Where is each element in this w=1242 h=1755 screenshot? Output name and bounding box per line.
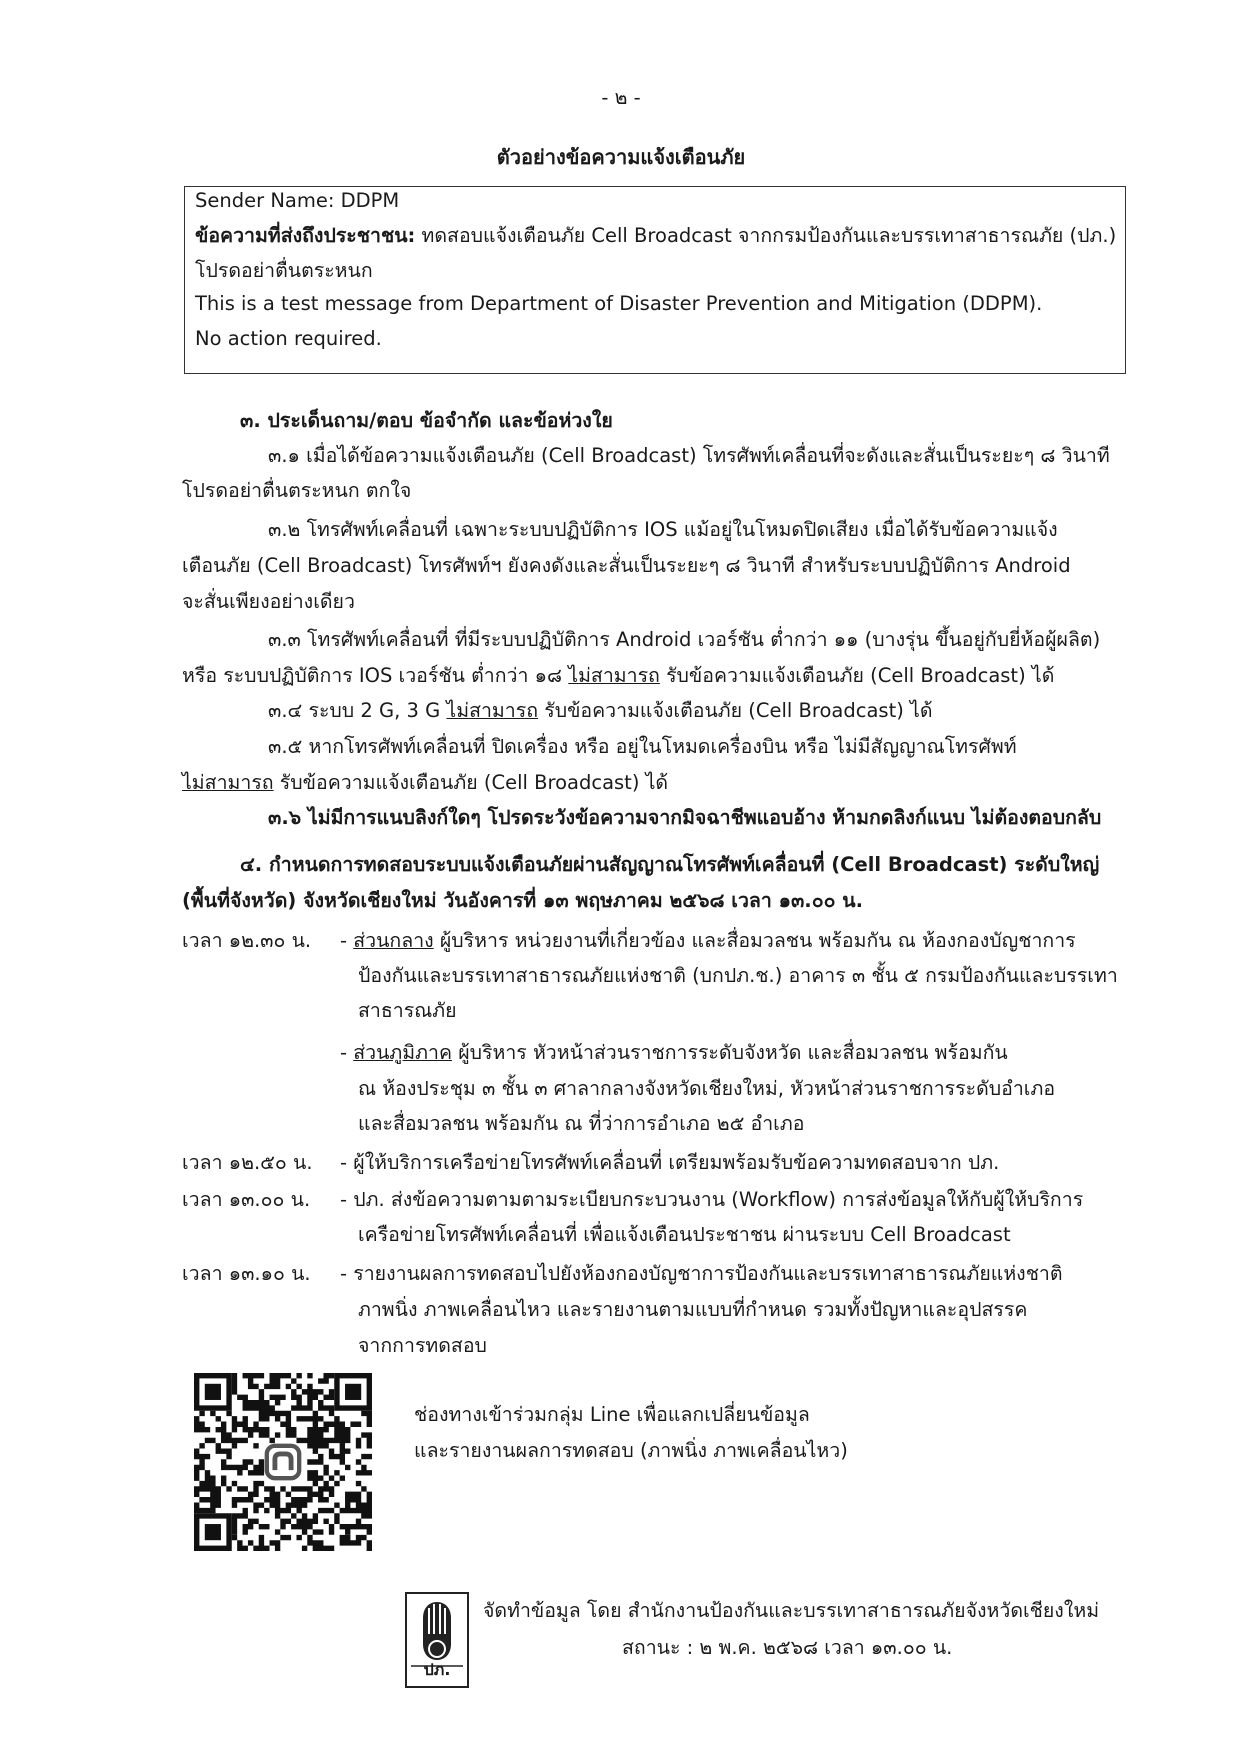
prepared-by: จัดทำข้อมูล โดย สำนักงานป้องกันและบรรเทาสาธารณภัยจังหวัดเชียงใหม่	[483, 1599, 1100, 1622]
t1-regional-line-1	[340, 1035, 1008, 1070]
time-1230: เวลา ๑๒.๓๐ น.	[182, 929, 312, 952]
status-line: สถานะ : ๒ พ.ค. ๒๕๖๘ เวลา ๑๓.๐๐ น.	[622, 1636, 953, 1659]
item-3-2-line-3: จะสั่นเพียงอย่างเดียว	[182, 590, 355, 613]
time-1300: เวลา ๑๓.๐๐ น.	[182, 1188, 311, 1211]
item-3-5-line-1: ๓.๕ หากโทรศัพท์เคลื่อนที่ ปิดเครื่อง หรือ อยู่ในโหมดเครื่องบิน หรือ ไม่มีสัญญาณโทรศัพท์	[268, 735, 1017, 758]
t1-central-text: ผู้บริหาร หน่วยงานที่เกี่ยวข้อง และสื่อมวลชน พร้อมกัน ณ ห้องกองบัญชาการ	[433, 929, 1076, 952]
t1-regional-text: ผู้บริหาร หัวหน้าส่วนราชการระดับจังหวัด และสื่อมวลชน พร้อมกัน	[452, 1041, 1008, 1064]
time-1250: เวลา ๑๒.๕๐ น.	[182, 1151, 313, 1174]
item-3-1-line-2: โปรดอย่าตื่นตระหนก ตกใจ	[182, 479, 412, 502]
item-3-5-text-b: รับข้อความแจ้งเตือนภัย (Cell Broadcast) ได้	[273, 771, 669, 794]
section4-heading-line-1: ๔. กำหนดการทดสอบระบบแจ้งเตือนภัยผ่านสัญญาณโทรศัพท์เคลื่อนที่ (Cell Broadcast) ระดับใหญ่	[240, 853, 1100, 876]
bullet-dash: -	[340, 1041, 354, 1064]
item-3-2-line-2: เตือนภัย (Cell Broadcast) โทรศัพท์ฯ ยังคงดังและสั่นเป็นระยะๆ ๘ วินาที สำหรับระบบปฏิบัติการ Android	[182, 554, 1071, 577]
item-3-3-text-a: หรือ ระบบปฏิบัติการ IOS เวอร์ชัน ต่ำกว่า ๑๘	[182, 664, 569, 687]
message-th-1: ทดสอบแจ้งเตือนภัย Cell Broadcast จากกรมป้องกันและบรรเทาสาธารณภัย (ปภ.)	[421, 224, 1117, 247]
message-line-1	[195, 218, 1116, 253]
t1-central-line-1	[340, 923, 1076, 958]
item-3-6: ๓.๖ ไม่มีการแนบลิงก์ใดๆ โปรดระวังข้อความจากมิจฉาชีพแอบอ้าง ห้ามกดลิงก์แนบ ไม่ต้องตอบกลับ	[268, 806, 1102, 829]
sender-label: Sender Name:	[195, 189, 335, 212]
message-en-1: This is a test message from Department of Disaster Prevention and Mitigation (DDPM).	[195, 292, 1043, 315]
t1-central-line-3: สาธารณภัย	[358, 999, 457, 1022]
message-label: ข้อความที่ส่งถึงประชาชน:	[195, 224, 416, 247]
t2-line-1: - ผู้ให้บริการเครือข่ายโทรศัพท์เคลื่อนที่ เตรียมพร้อมรับข้อความทดสอบจาก ปภ.	[340, 1151, 1000, 1174]
item-3-3-line-1: ๓.๓ โทรศัพท์เคลื่อนที่ ที่มีระบบปฏิบัติการ Android เวอร์ชัน ต่ำกว่า ๑๑ (บางรุ่น ขึ้นอยู่กับยี่ห้อผู้ผลิต)	[268, 628, 1101, 651]
t4-line-2: ภาพนิ่ง ภาพเคลื่อนไหว และรายงานตามแบบที่กำหนด รวมทั้งปัญหาและอุปสรรค	[358, 1298, 1028, 1321]
logo-text: ปภ.	[423, 1660, 451, 1679]
item-3-4-text-a: ๓.๔ ระบบ 2 G, 3 G	[268, 699, 447, 722]
t1-central-line-2: ป้องกันและบรรเทาสาธารณภัยแห่งชาติ (บกปภ.ช.) อาคาร ๓ ชั้น ๕ กรมป้องกันและบรรเทา	[358, 964, 1118, 987]
qr-code-icon[interactable]	[194, 1373, 372, 1551]
page-number: - ๒ -	[601, 86, 641, 109]
sender-line	[195, 183, 399, 218]
sample-message-box	[184, 186, 1126, 374]
section4-heading-line-2: (พื้นที่จังหวัด) จังหวัดเชียงใหม่ วันอังคารที่ ๑๓ พฤษภาคม ๒๕๖๘ เวลา ๑๓.๐๐ น.	[182, 889, 864, 912]
item-3-4-underlined: ไม่สามารถ	[446, 699, 539, 722]
t1-regional-line-2: ณ ห้องประชุม ๓ ชั้น ๓ ศาลากลางจังหวัดเชียงใหม่, หัวหน้าส่วนราชการระดับอำเภอ	[358, 1077, 1056, 1100]
t3-line-2: เครือข่ายโทรศัพท์เคลื่อนที่ เพื่อแจ้งเตือนประชาชน ผ่านระบบ Cell Broadcast	[358, 1223, 1011, 1246]
t4-line-1: - รายงานผลการทดสอบไปยังห้องกองบัญชาการป้องกันและบรรเทาสาธารณภัยแห่งชาติ	[340, 1262, 1063, 1285]
message-th-2: โปรดอย่าตื่นตระหนก	[195, 259, 373, 282]
section3-heading: ๓. ประเด็นถาม/ตอบ ข้อจำกัด และข้อห่วงใย	[240, 409, 613, 432]
line-group-line-1: ช่องทางเข้าร่วมกลุ่ม Line เพื่อแลกเปลี่ยนข้อมูล	[414, 1403, 810, 1426]
bullet-dash: -	[340, 929, 354, 952]
t1-regional-line-3: และสื่อมวลชน พร้อมกัน ณ ที่ว่าการอำเภอ ๒๕ อำเภอ	[358, 1112, 805, 1135]
item-3-3-line-2	[182, 658, 1054, 693]
central-label: ส่วนกลาง	[353, 929, 434, 952]
item-3-3-underlined: ไม่สามารถ	[568, 664, 660, 687]
item-3-5-underlined: ไม่สามารถ	[182, 771, 274, 794]
line-group-line-2: และรายงานผลการทดสอบ (ภาพนิ่ง ภาพเคลื่อนไหว)	[414, 1439, 848, 1462]
item-3-3-text-b: รับข้อความแจ้งเตือนภัย (Cell Broadcast) ได้	[659, 664, 1055, 687]
regional-label: ส่วนภูมิภาค	[353, 1041, 452, 1064]
item-3-4-text-b: รับข้อความแจ้งเตือนภัย (Cell Broadcast) ได้	[538, 699, 933, 722]
document-title: ตัวอย่างข้อความแจ้งเตือนภัย	[496, 145, 746, 169]
item-3-1-line-1: ๓.๑ เมื่อได้ข้อความแจ้งเตือนภัย (Cell Broadcast) โทรศัพท์เคลื่อนที่จะดังและสั่นเป็นระยะๆ ๘ วินาที	[268, 444, 1110, 467]
sender-value: DDPM	[340, 189, 400, 212]
t4-line-3: จากการทดสอบ	[358, 1334, 487, 1357]
ddpm-logo-icon	[405, 1592, 469, 1688]
message-en-2: No action required.	[195, 327, 382, 350]
item-3-2-line-1: ๓.๒ โทรศัพท์เคลื่อนที่ เฉพาะระบบปฏิบัติการ IOS แม้อยู่ในโหมดปิดเสียง เมื่อได้รับข้อความแจ้ง	[268, 518, 1058, 541]
item-3-4	[268, 693, 933, 728]
t3-line-1: - ปภ. ส่งข้อความตามตามระเบียบกระบวนงาน (Workflow) การส่งข้อมูลให้กับผู้ให้บริการ	[340, 1188, 1084, 1211]
item-3-5-line-2	[182, 765, 668, 800]
time-1310: เวลา ๑๓.๑๐ น.	[182, 1262, 311, 1285]
